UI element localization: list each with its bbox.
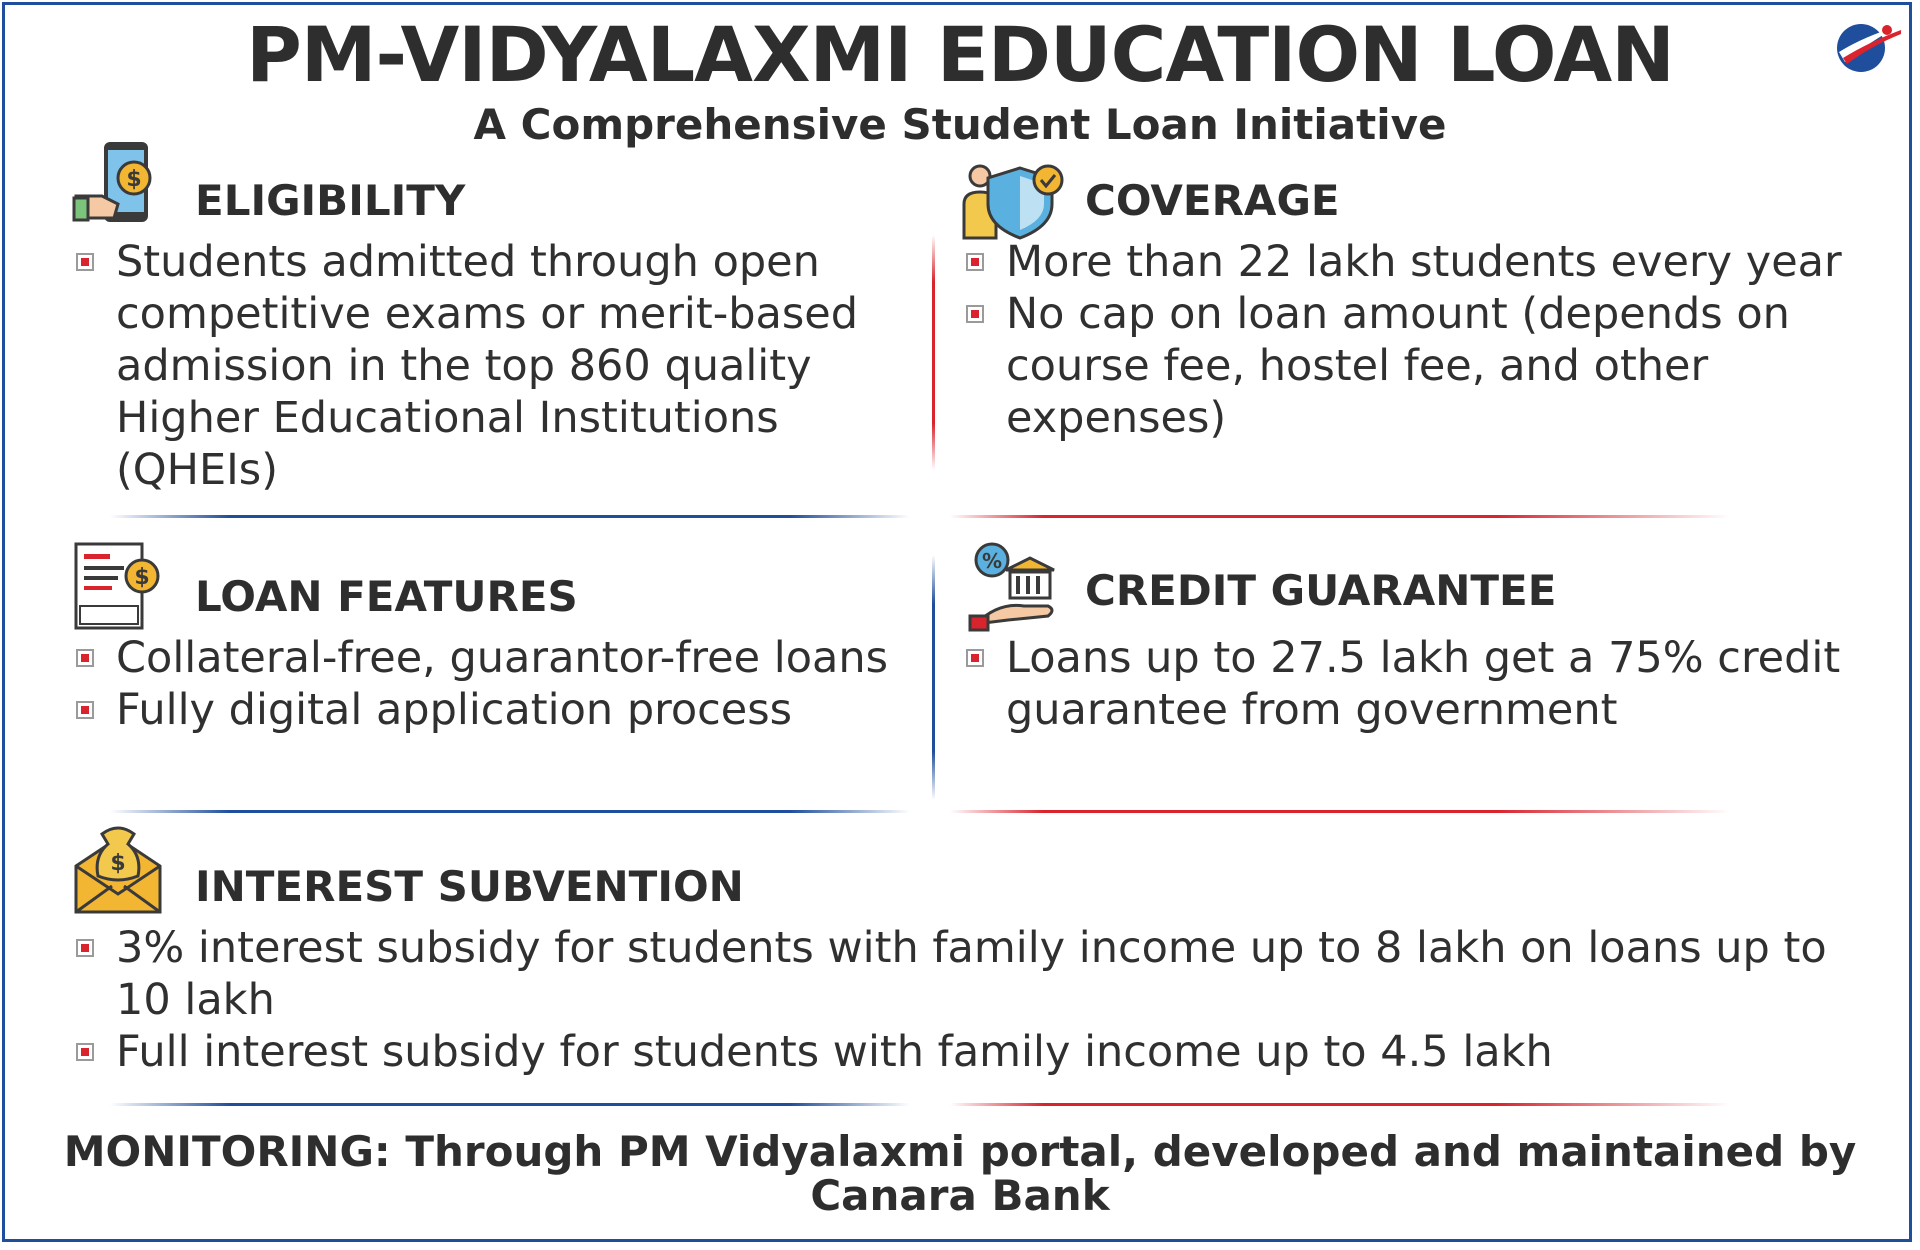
divider-credit-guarantee xyxy=(950,810,1730,813)
divider-vertical-top xyxy=(932,235,935,470)
divider-loan-features xyxy=(110,810,910,813)
list-item: Full interest subsidy for students with family income up to 4.5 lakh xyxy=(72,1026,1872,1078)
section-title-coverage: COVERAGE xyxy=(1085,176,1340,225)
bullet-icon xyxy=(76,1043,94,1061)
monitoring-footer: MONITORING: Through PM Vidyalaxmi portal, developed and maintained by Canara Bank xyxy=(63,1127,1857,1220)
section-title-interest-subvention: INTEREST SUBVENTION xyxy=(195,862,744,911)
divider-coverage xyxy=(950,515,1730,518)
section-title-eligibility: ELIGIBILITY xyxy=(195,176,466,225)
list-item: No cap on loan amount (depends on course fee, hostel fee, and other expenses) xyxy=(962,288,1852,444)
bullet-icon xyxy=(966,253,984,271)
list-item: Loans up to 27.5 lakh get a 75% credit guarantee from government xyxy=(962,632,1852,736)
section-title-credit-guarantee: CREDIT GUARANTEE xyxy=(1085,566,1557,615)
money-bag-envelope-icon xyxy=(72,820,164,916)
list-item: 3% interest subsidy for students with family income up to 8 lakh on loans up to 10 lakh xyxy=(72,922,1872,1026)
svg-text:$: $ xyxy=(110,851,126,876)
divider-interest-left xyxy=(110,1103,910,1106)
loan-features-list xyxy=(72,632,932,736)
bullet-icon xyxy=(76,253,94,271)
page-subtitle: A Comprehensive Student Loan Initiative xyxy=(473,100,1447,149)
divider-interest-right xyxy=(950,1103,1730,1106)
bullet-icon xyxy=(76,649,94,667)
credit-guarantee-list xyxy=(962,632,1852,736)
list-item: Fully digital application process xyxy=(72,684,932,736)
bullet-icon xyxy=(76,939,94,957)
divider-vertical-middle xyxy=(932,555,935,800)
svg-text:%: % xyxy=(981,549,1003,573)
svg-text:$: $ xyxy=(126,167,142,192)
page-title: PM-VIDYALAXMI EDUCATION LOAN xyxy=(246,10,1674,99)
list-item: More than 22 lakh students every year xyxy=(962,236,1852,288)
list-item: Collateral-free, guarantor-free loans xyxy=(72,632,932,684)
eligibility-list xyxy=(72,236,932,496)
brand-logo-icon xyxy=(1825,8,1905,88)
phone-coin-hand-icon xyxy=(72,138,164,230)
person-shield-icon xyxy=(962,160,1066,240)
bullet-icon xyxy=(966,649,984,667)
bank-hand-percent-icon xyxy=(968,540,1068,632)
divider-eligibility xyxy=(110,515,910,518)
section-title-loan-features: LOAN FEATURES xyxy=(195,572,578,621)
svg-text:$: $ xyxy=(134,565,150,590)
bullet-icon xyxy=(966,305,984,323)
bullet-icon xyxy=(76,701,94,719)
list-item: Students admitted through open competitive exams or merit-based admission in the top 860 quality Higher Educational Institutions (QHEIs) xyxy=(72,236,932,496)
interest-subvention-list xyxy=(72,922,1872,1078)
loan-document-icon xyxy=(72,540,164,632)
coverage-list xyxy=(962,236,1852,444)
